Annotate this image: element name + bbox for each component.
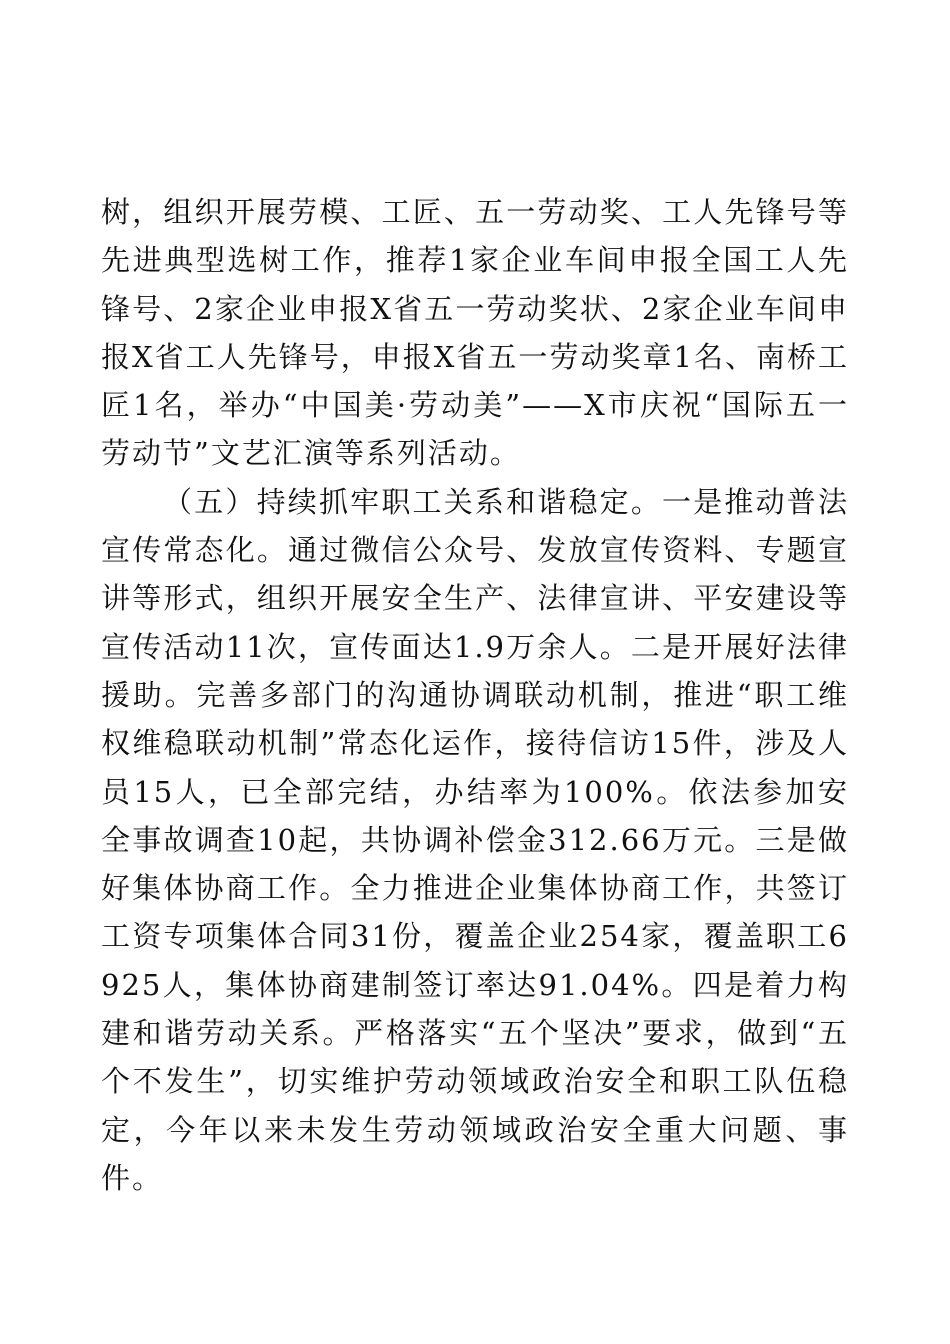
paragraph-section-five: （五）持续抓牢职工关系和谐稳定。一是推动普法宣传常态化。通过微信公众号、发放宣传资料、专题宣讲等形式，组织开展安全生产、法律宣讲、平安建设等宣传活动11次，宣传面达1.9万余人。二是开展好法律援助。完善多部门的沟通协调联动机制，推进“职工维权维稳联动机制”常态化运作，接待信访15件，涉及人员15人，已全部完结，办结率为100%。依法参加安全事故调查10起，共协调补偿金312.66万元。三是做好集体协商工作。全力推进企业集体协商工作，共签订工资专项集体合同31份，覆盖企业254家，覆盖职工6925人，集体协商建制签订率达91.04%。四是着力构建和谐劳动关系。严格落实“五个坚决”要求，做到“五个不发生”，切实维护劳动领域政治安全和职工队伍稳定，今年以来未发生劳动领域政治安全重大问题、事件。 <box>101 484 849 1195</box>
document-body <box>101 188 849 1202</box>
paragraph-continuation: 树，组织开展劳模、工匠、五一劳动奖、工人先锋号等先进典型选树工作，推荐1家企业车间申报全国工人先锋号、2家企业申报X省五一劳动奖状、2家企业车间申报X省工人先锋号，申报X省五一劳动奖章1名、南桥工匠1名，举办“中国美·劳动美”——X市庆祝“国际五一劳动节”文艺汇演等系列活动。 <box>101 195 849 471</box>
